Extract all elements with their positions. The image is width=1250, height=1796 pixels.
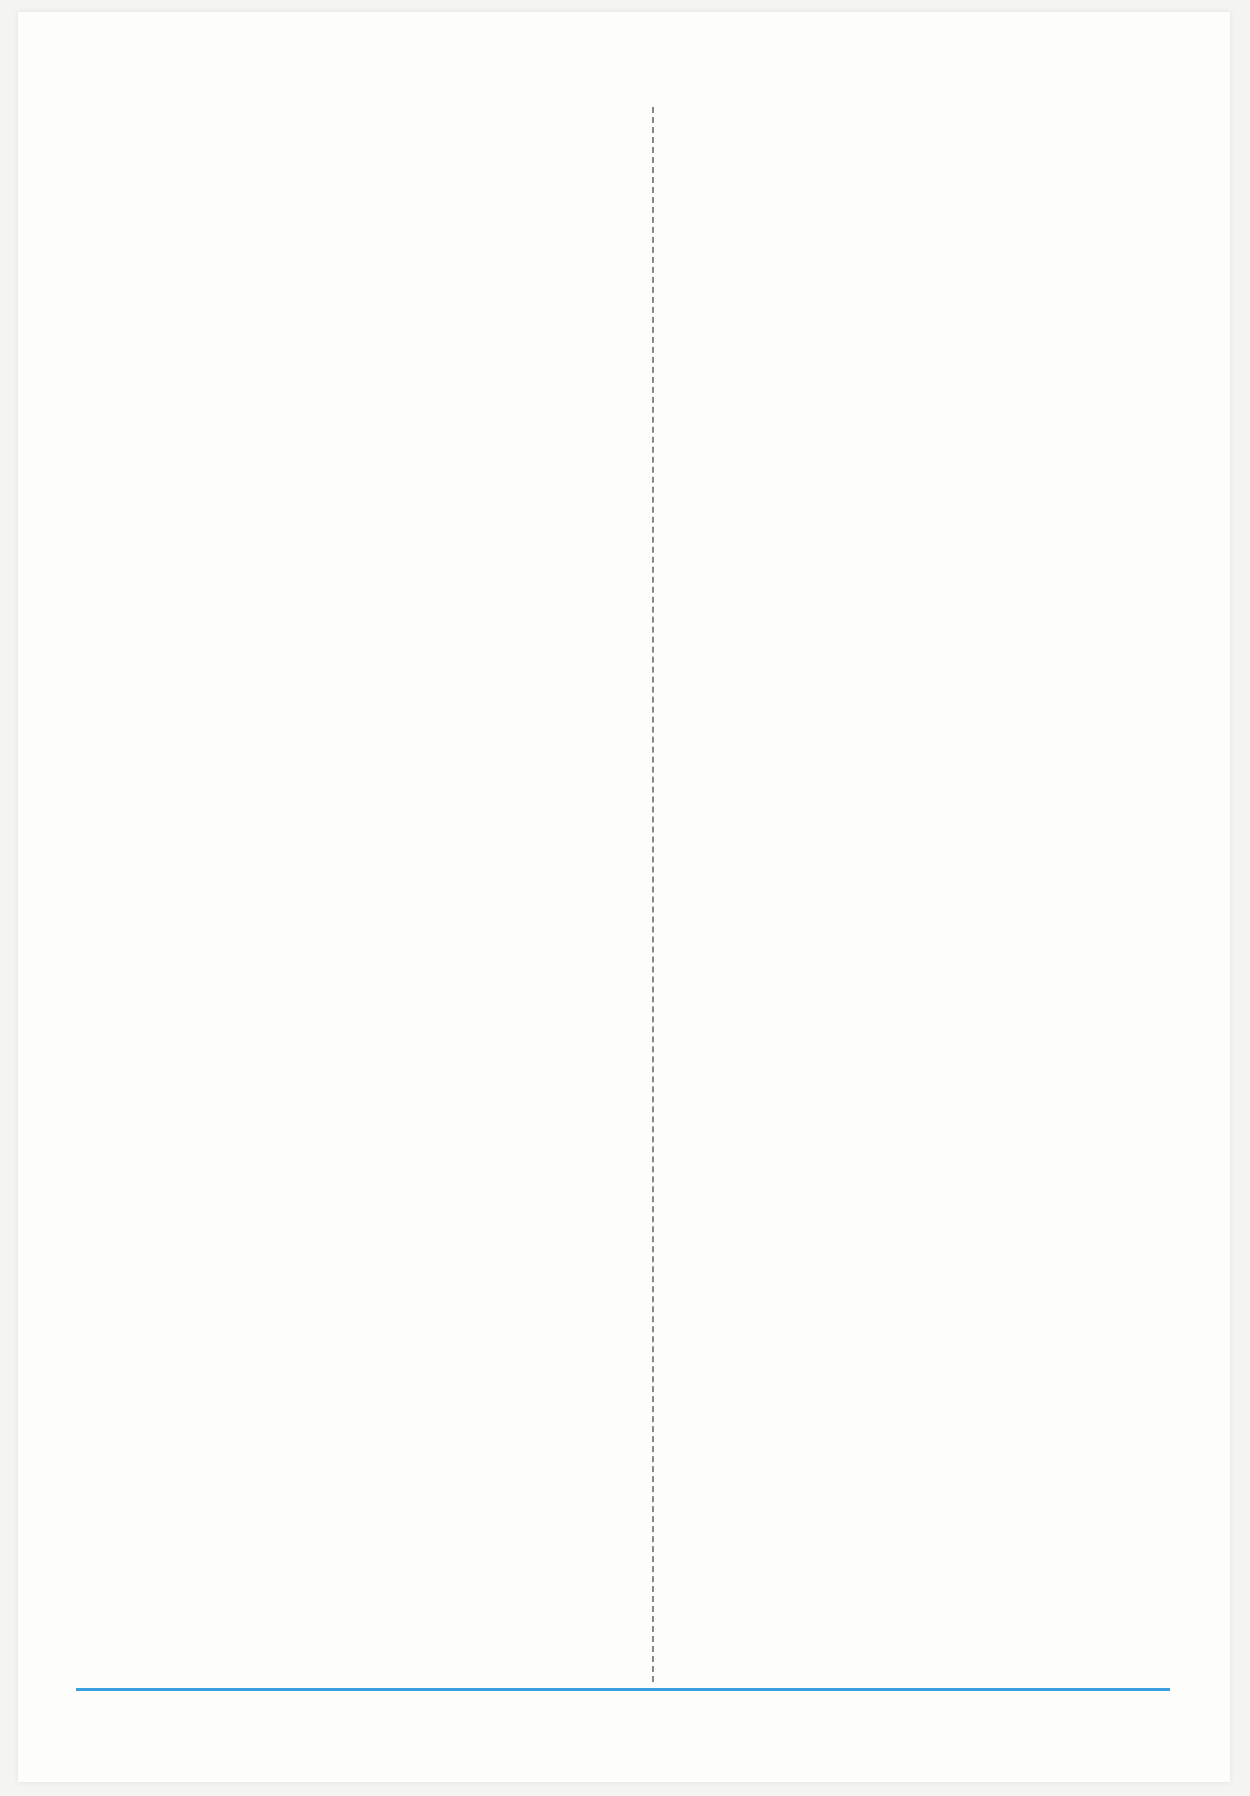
answer-page [18,12,1230,1782]
footer-rule [76,1688,1170,1691]
column-divider [652,107,654,1682]
